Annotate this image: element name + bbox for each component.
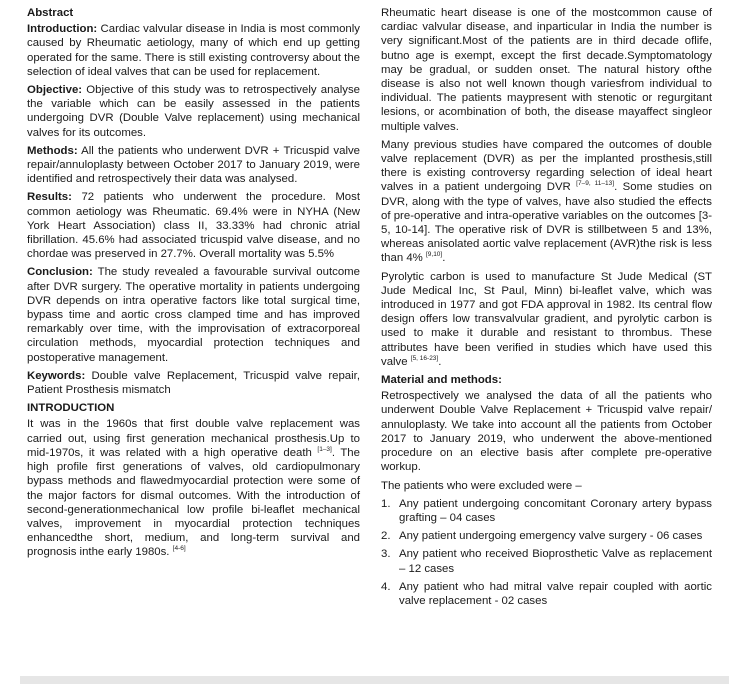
intro-body-text: It was in the 1960s that first double valve replacement was carried out, using first generation mechanical prosthesis.Up to mid-1970s, it was related with a high operative death xyxy=(27,418,360,459)
results-label: Results: xyxy=(27,191,72,204)
conclusion-text: The study revealed a favourable survival outcome after DVR surgery. The operative mortality in patients undergoing DVR depends on intra operative factors like total surgical time, bypass time and aortic cross clamped time and has improved remarkably over time, with the improvisation of extracorporeal circulation methods, myocardial protection techniques and postoperative management. xyxy=(27,266,360,364)
intro-text: Cardiac valvular disease in India is most commonly caused by Rheumatic aetiology, many of which end up getting operated for the same. There is still existing controversy about the selection of ideal valves that can be used for replacement. xyxy=(27,23,360,78)
list-item-text: Any patient who received Bioprosthetic Valve as replacement – 12 cases xyxy=(399,548,712,575)
abstract-keywords xyxy=(27,369,360,397)
list-item xyxy=(381,547,712,575)
intro-label: Introduction: xyxy=(27,23,98,36)
citation: [7–9, 11–13] xyxy=(576,180,615,188)
material-methods-paragraph: Retrospectively we analysed the data of all the patients who underwent Double Valve Replacement + Tricuspid valve repair/ annuloplasty. We take into account all the patients from October 2017 to January 2019, who underwent the above-mentioned procedure on an elective basis after complete pre-operative workup. xyxy=(381,390,712,474)
list-item-text: Any patient undergoing emergency valve surgery - 06 cases xyxy=(399,530,703,543)
excluded-intro: The patients who were excluded were – xyxy=(381,479,582,492)
keywords-text: Double valve Replacement, Tricuspid valve repair, Patient Prosthesis mismatch xyxy=(27,369,360,397)
left-column xyxy=(27,6,360,564)
pyrolytic-paragraph xyxy=(381,270,712,369)
abstract-results xyxy=(27,190,360,261)
dvr-text-c: . xyxy=(442,252,446,265)
citation: [9,10] xyxy=(425,251,443,259)
abstract-introduction xyxy=(27,22,360,79)
intro-body-text-end: . The high profile first generations of valves, old cardiopulmonary bypass methods and flawedmyocardial protection were some of the major factors for dismal outcomes. With the introduction of second-generationmechanical low profile bi-leaflet mechanical valves, improvement in myocardial protection techniques enhancedthe short, medium, and long-term survival and prognosis inthe early 1980s. xyxy=(27,446,360,559)
introduction-paragraph xyxy=(27,417,360,559)
pyrolytic-text-end: . xyxy=(438,355,442,368)
objective-label: Objective: xyxy=(27,84,83,97)
introduction-heading: INTRODUCTION xyxy=(27,402,115,415)
right-column xyxy=(381,6,712,612)
material-methods-heading: Material and methods: xyxy=(381,374,502,387)
dvr-text-a: Many previous studies have compared the outcomes of double valve replacement (DVR) as per the implanted prosthesis,still there is existing controversy regarding selection of ideal heart valves in a patient undergoing DVR xyxy=(381,138,712,194)
list-item xyxy=(381,580,712,608)
list-number: 1. xyxy=(381,497,391,510)
page-footer-bar xyxy=(20,676,729,684)
list-item-text: Any patient undergoing concomitant Coronary artery bypass grafting – 04 cases xyxy=(399,497,712,524)
dvr-text-b: . Some studies on DVR, along with the type of valves, have also studied the effects of pre-operative and intra-operative variables on the outcomes [3-5, 10-14]. The operative risk of DVR is stillbetween 5 and 13%, whereas anisolated aortic valve replacement (AVR)the risk is less than 4% xyxy=(381,181,712,265)
list-number: 2. xyxy=(381,530,391,543)
citation: [5, 16-23] xyxy=(410,355,439,363)
rheumatic-paragraph: Rheumatic heart disease is one of the mostcommon cause of cardiac valvular disease, and inparticular in India the number is very significant.Most of the patients are in third decade oflife, butno age is exempt, except the first decade.Symptomatology may be gradual, or sudden onset. The natural history ofthe disease is also not well known though variesfrom individual to individual. The patients maypresent with stenotic or regurgitant lesions, or acombination of both, the disease mayaffect singleor multiple valves. xyxy=(381,7,712,133)
keywords-label: Keywords: xyxy=(27,369,86,382)
methods-label: Methods: xyxy=(27,144,78,157)
results-text: 72 patients who underwent the procedure. Most common aetiology was Rheumatic. 69.4% were in NYHA (New York Heart Association) class II, 33.33% had chronic atrial fibrillation. 45.6% had associated tricuspid valve disease, and no chordae was preserved in 27.7%. Overall mortality was 5.5% xyxy=(27,191,360,261)
list-number: 4. xyxy=(381,580,391,593)
conclusion-label: Conclusion: xyxy=(27,266,93,279)
abstract-heading: Abstract xyxy=(27,7,74,19)
methods-text: All the patients who underwent DVR + Tricuspid valve repair/annuloplasty between October 2017 to January 2019, were identified and retrospectively their data was analysed. xyxy=(27,144,360,186)
abstract-objective xyxy=(27,83,360,140)
citation: [1–3] xyxy=(317,446,332,454)
dvr-studies-paragraph xyxy=(381,138,712,266)
list-item xyxy=(381,497,712,525)
abstract-methods xyxy=(27,144,360,187)
citation: [4-6] xyxy=(172,545,186,553)
list-item xyxy=(381,529,712,543)
excluded-list xyxy=(381,497,712,608)
abstract-conclusion xyxy=(27,265,360,364)
pyrolytic-text: Pyrolytic carbon is used to manufacture St Jude Medical (ST Jude Medical Inc, St Paul, Minn) bi-leaflet valve, which was introduced in 1977 and got FDA approval in 1982. Its central flow design offers low transvalvular gradient, and pyrolytic carbon is used to make it durable and resistant to thrombus. These attributes have been verified in studies which have used this valve xyxy=(381,270,712,368)
list-number: 3. xyxy=(381,548,391,561)
list-item-text: Any patient who had mitral valve repair coupled with aortic valve replacement - 02 cases xyxy=(399,580,712,607)
objective-text: Objective of this study was to retrospectively analyse the variable which can be easily assessed in the patients undergoing DVR (Double Valve replacement) using mechanical valves for its outcomes. xyxy=(27,84,360,139)
